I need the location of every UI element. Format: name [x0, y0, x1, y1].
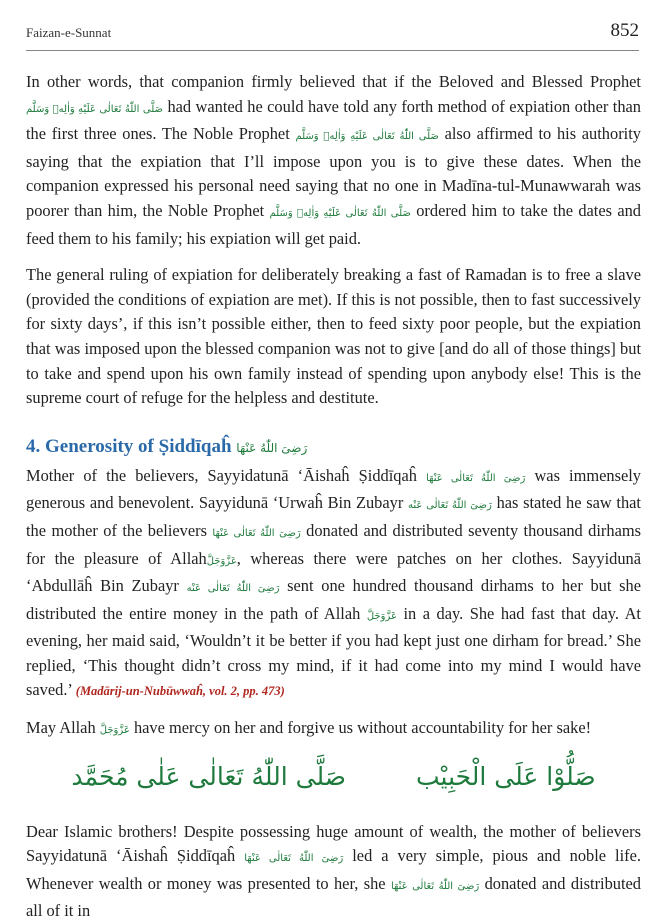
- text-run: donated and distributed all of it in: [26, 873, 641, 921]
- honorific-salutation: رَضِىَ اللّٰهُ تَعَالٰى عَنْهَا: [390, 880, 480, 892]
- text-run: also affirmed to his authority saying that the expiation that I’ll impose upon you is to give these dates. When the companion expressed his personal need saying that no one in Madīna-tul-Munawwarah was poorer than him, the Noble Prophet: [26, 124, 641, 220]
- page-number: 852: [610, 20, 639, 41]
- honorific-salutation: رَضِىَ اللّٰهُ تَعَالٰى عَنْهَا: [244, 853, 344, 865]
- paragraph-prayer: [26, 716, 641, 744]
- text-run: , whereas there were patches on her clothes. Sayyidunā ‘Abdullāĥ Bin Zubayr: [26, 548, 641, 596]
- page-content: [26, 60, 641, 924]
- text-run: had wanted he could have told any forth method of expiation other than the first three ones. The Noble Prophet: [26, 96, 641, 144]
- allah-salutation: عَزَّوَجَلَّ: [99, 725, 130, 737]
- honorific-salutation: رَضِىَ اللّٰهُ تَعَالٰى عَنْه: [408, 500, 492, 512]
- book-title: Faizan-e-Sunnat: [26, 25, 112, 40]
- text-run: donated and distributed seventy thousand dirhams for the pleasure of Allah: [26, 520, 641, 568]
- paragraph-simple-life: [26, 820, 641, 924]
- heading-text: 4. Generosity of Ṣiddīqaĥ: [26, 435, 232, 457]
- prophet-salutation: صَلَّى اللّٰهُ تَعَالٰى عَلَيْهِ وَاٰلِهٖ وَسَلَّم: [295, 131, 439, 143]
- salawat-right: صَلَّى اللّٰهُ تَعَالٰى عَلٰى مُحَمَّد: [71, 761, 346, 791]
- text-run: was immensely generous and benevolent. Sayyidunā ‘Urwaĥ Bin Zubayr: [26, 465, 641, 513]
- prophet-salutation: صَلَّى اللّٰهُ تَعَالٰى عَلَيْهِ وَاٰلِهٖ وَسَلَّم: [269, 207, 411, 219]
- salawat-left: صَلُّوْا عَلَى الْحَبِيْب: [415, 761, 596, 791]
- text-run: has stated he saw that the mother of the believers: [26, 493, 641, 540]
- text-run: In other words, that companion firmly believed that if the Beloved and Blessed Prophet: [26, 72, 641, 91]
- text-run: led a very simple, pious and noble life. Whenever wealth or money was presented to her, she: [26, 846, 641, 893]
- text-run: Dear Islamic brothers! Despite possessing huge amount of wealth, the mother of believers Sayyidatunā ‘Āishaĥ Ṣiddīqaĥ: [26, 821, 641, 866]
- section-heading: [26, 435, 641, 460]
- allah-salutation: عَزَّوَجَلَّ: [366, 610, 397, 622]
- paragraph-expiation-companion: [26, 70, 641, 251]
- salawat-line: [26, 760, 641, 794]
- allah-salutation: عَزَّوَجَلَّ: [206, 555, 237, 567]
- text-run: May Allah: [26, 718, 96, 738]
- text-run: in a day. She had fast that day. At evening, her maid said, ‘Wouldn’t it be better if you had kept just one dirham for bread.’ She replied, ‘This thought didn’t cross my mind, if it had come into my mind I would have saved.’: [26, 603, 641, 700]
- paragraph-general-ruling: The general ruling of expiation for deliberately breaking a fast of Ramadan is to free a slave (provided the conditions of expiation are met). If this is not possible, then to fast successively for sixty days’, if this isn’t possible either, then to feed sixty poor people, but the expiation that was imposed upon the blessed companion was not to give [and do all of those things] but to take and spend upon his own family instead of spending upon anybody else! This is the supreme court of refuge for the helpless and destitute.: [26, 265, 641, 408]
- reference-citation: (Madārij-un-Nubūwwaĥ, vol. 2, pp. 473): [75, 684, 285, 699]
- text-run: Mother of the believers, Sayyidatunā ‘Āishaĥ Ṣiddīqaĥ: [26, 465, 417, 485]
- honorific-salutation: رَضِىَ اللّٰهُ تَعَالٰى عَنْه: [186, 583, 280, 595]
- prophet-salutation: صَلَّى اللّٰهُ تَعَالٰى عَلَيْهِ وَاٰلِهٖ وَسَلَّم: [26, 103, 164, 115]
- text-run: have mercy on her and forgive us without accountability for her sake!: [133, 718, 592, 738]
- paragraph-generosity: [26, 464, 641, 704]
- page-header: [26, 14, 639, 51]
- honorific-salutation: رَضِىَ اللّٰهُ عَنْهَا: [236, 440, 308, 455]
- honorific-salutation: رَضِىَ اللّٰهُ تَعَالٰى عَنْهَا: [212, 527, 301, 539]
- text-run: ordered him to take the dates and feed them to his family; his expiation will get paid.: [26, 200, 641, 248]
- text-run: sent one hundred thousand dirhams to her but she distributed the entire money in the path of Allah: [26, 576, 641, 623]
- honorific-salutation: رَضِىَ اللّٰهُ تَعَالٰى عَنْهَا: [426, 472, 526, 484]
